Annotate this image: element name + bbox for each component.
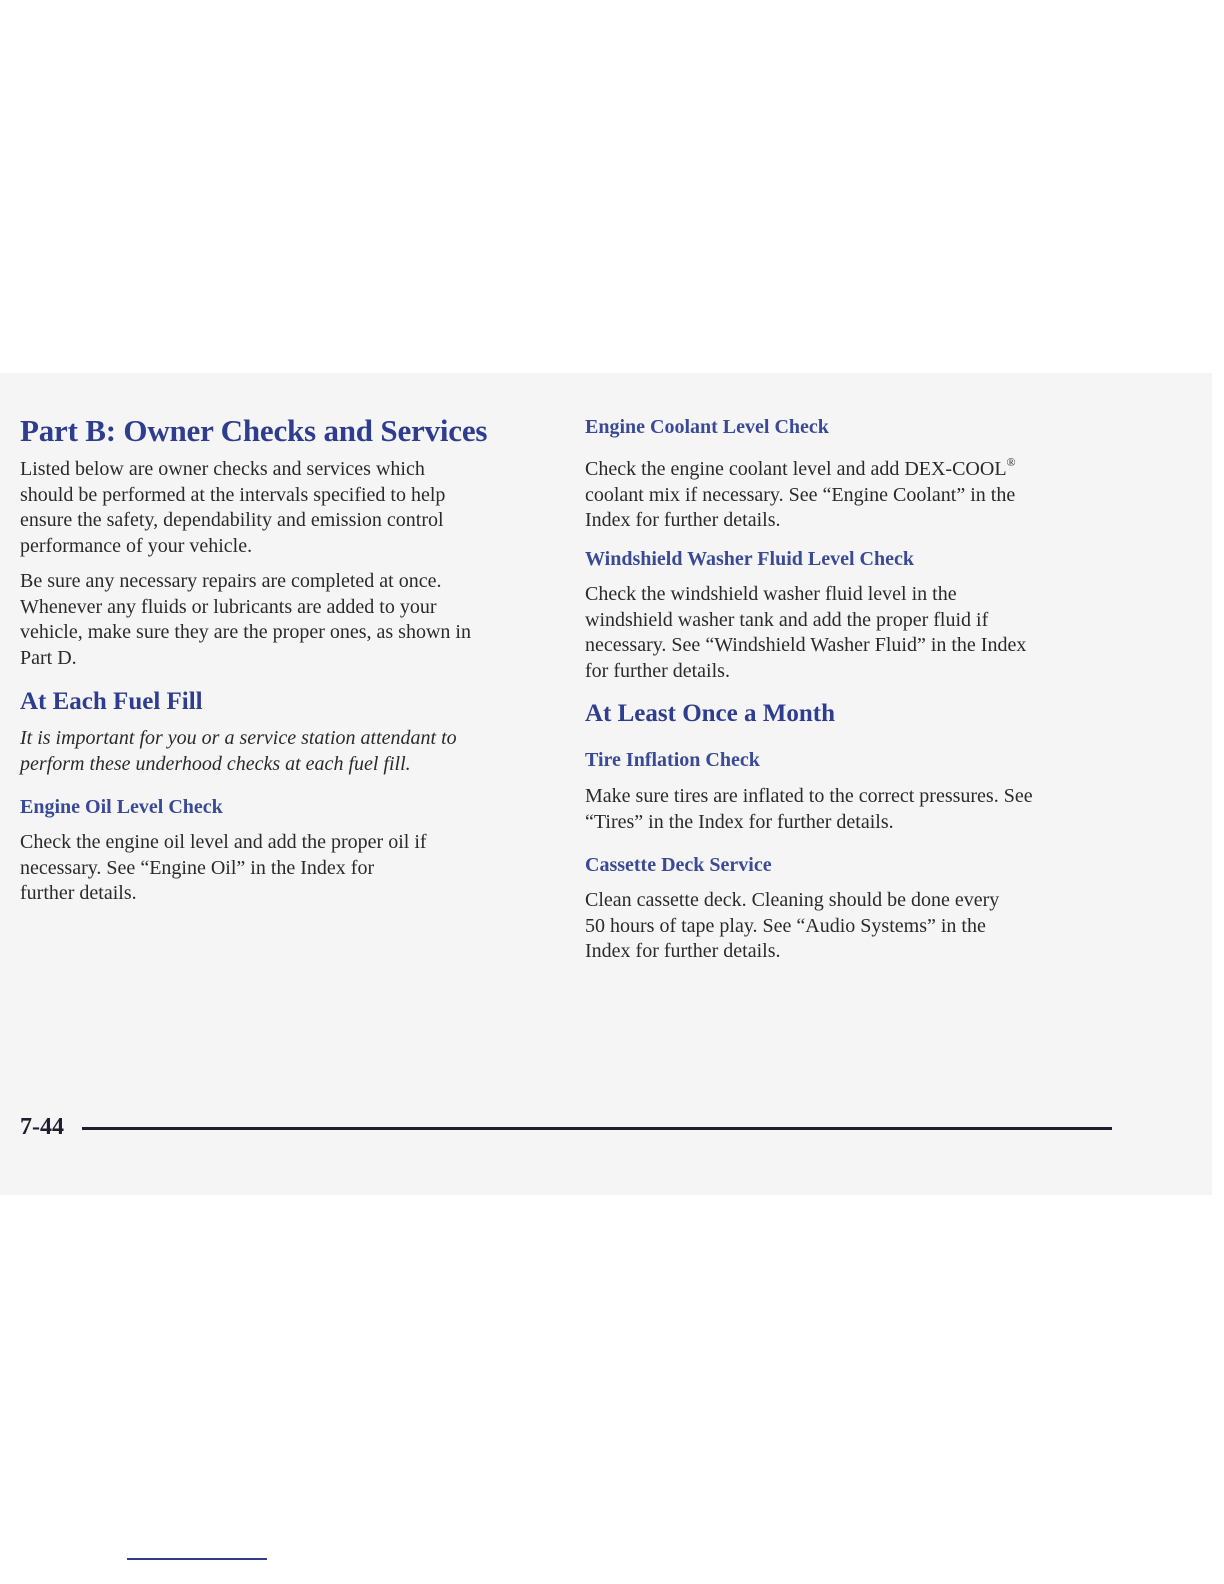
washer-check-paragraph <box>585 582 1026 684</box>
manual-page <box>0 373 1212 1195</box>
tire-line: “Tires” in the Index for further details. <box>585 810 894 833</box>
fuel-fill-note-line: It is important for you or a service station attendant to <box>20 727 457 749</box>
washer-check-heading: Windshield Washer Fluid Level Check <box>585 548 914 570</box>
coolant-line-text: Check the engine coolant level and add DEX-COOL <box>585 458 1007 480</box>
repairs-line: vehicle, make sure they are the proper ones, as shown in <box>20 621 471 643</box>
fuel-fill-note <box>20 726 457 777</box>
repairs-paragraph <box>20 569 471 671</box>
cassette-service-paragraph <box>585 888 999 965</box>
coolant-check-heading: Engine Coolant Level Check <box>585 416 829 438</box>
washer-line: windshield washer tank and add the proper fluid if <box>585 608 989 631</box>
coolant-line <box>585 455 1016 480</box>
coolant-check-paragraph <box>585 450 1016 534</box>
tire-check-paragraph <box>585 784 1033 835</box>
oil-check-paragraph <box>20 830 427 907</box>
monthly-heading: At Least Once a Month <box>585 700 835 727</box>
intro-line: Listed below are owner checks and services which <box>20 458 425 480</box>
footer-rule <box>82 1127 1112 1130</box>
tire-line: Make sure tires are inflated to the correct pressures. See <box>585 785 1033 807</box>
cassette-service-heading: Cassette Deck Service <box>585 854 772 876</box>
part-title: Part B: Owner Checks and Services <box>20 413 488 448</box>
washer-line: for further details. <box>585 659 730 682</box>
cassette-line: Index for further details. <box>585 940 781 962</box>
oil-line: necessary. See “Engine Oil” in the Index for <box>20 856 375 879</box>
intro-paragraph <box>20 457 445 559</box>
intro-line: should be performed at the intervals specified to help <box>20 483 446 506</box>
registered-mark: ® <box>1006 455 1016 469</box>
washer-line: necessary. See “Windshield Washer Fluid” in the Index <box>585 634 1027 656</box>
oil-line: Check the engine oil level and add the proper oil if <box>20 831 427 853</box>
intro-line: performance of your vehicle. <box>20 534 253 557</box>
tire-check-heading: Tire Inflation Check <box>585 749 760 771</box>
intro-line: ensure the safety, dependability and emission control <box>20 509 444 531</box>
page-number: 7-44 <box>20 1114 64 1140</box>
cassette-line: 50 hours of tape play. See “Audio Systems” in the <box>585 914 986 937</box>
oil-check-heading: Engine Oil Level Check <box>20 796 223 818</box>
repairs-line: Whenever any fluids or lubricants are added to your <box>20 595 437 618</box>
fuel-fill-heading: At Each Fuel Fill <box>20 688 203 715</box>
repairs-line: Be sure any necessary repairs are completed at once. <box>20 570 442 592</box>
oil-line: further details. <box>20 882 137 904</box>
coolant-line: coolant mix if necessary. See “Engine Coolant” in the <box>585 483 1016 506</box>
coolant-line: Index for further details. <box>585 509 781 531</box>
cassette-line: Clean cassette deck. Cleaning should be done every <box>585 889 1000 911</box>
repairs-line: Part D. <box>20 646 77 669</box>
fuel-fill-note-line: perform these underhood checks at each fuel fill. <box>20 752 411 775</box>
washer-line: Check the windshield washer fluid level in the <box>585 583 957 605</box>
bottom-divider <box>127 1558 267 1560</box>
